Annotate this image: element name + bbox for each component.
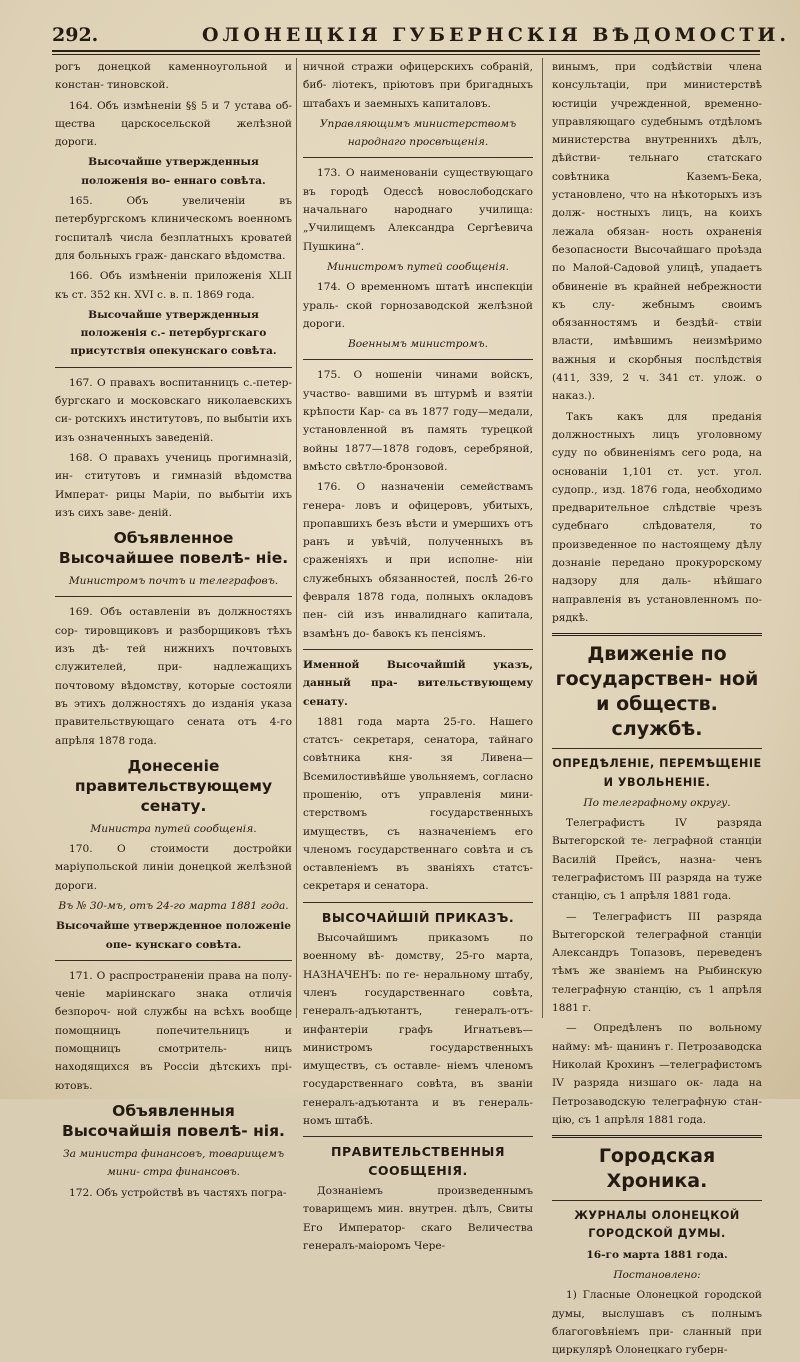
- subheading-italic: Министромъ путей сообщенія.: [326, 260, 510, 273]
- section-heading: Донесеніе правительствующему сенату.: [74, 756, 273, 815]
- paragraph: Телеграфистъ IV разряда Вытегорской те- леграфной станціи Василій Прейсъ, назна- ченъ телеграфистомъ III разряда на туже станцію, съ 1 апрѣля 1881 года.: [552, 817, 762, 903]
- paragraph-165: 165. Объ увеличеніи въ петербургскомъ клиническомъ военномъ госпиталѣ числа безплатныхъ кроватей для больныхъ граж- данскаго вѣдомства.: [55, 195, 292, 262]
- subheading-italic: Министромъ почтъ и телеграфовъ.: [68, 575, 279, 588]
- divider: [303, 157, 533, 158]
- subheading: Высочайше утвержденное положеніе опе- кунскаго совѣта.: [55, 920, 292, 951]
- column-divider-2: [542, 58, 543, 1018]
- divider: [303, 902, 533, 903]
- paragraph-173: 173. О наименованіи существующаго въ городѣ Одессѣ новослободскаго начальнаго народнаго училища: „Училищемъ Александра Сергѣевича Пушкина“.: [303, 167, 533, 253]
- paragraph: Такъ какъ для преданія должностныхъ лицъ уголовному суду по обвиненіямъ сего рода, на основаніи 1,101 ст. уст. угол. судопр., изд. 1876 года, необходимо предварительное слѣдствіе чрезъ судебнаго слѣдователя, то произведенное по настоящему дѣлу дознаніе передано прокурорскому надзору для даль- нѣйшаго направленія въ установленномъ по- рядкѣ.: [552, 410, 762, 624]
- paragraph-176: 176. О назначеніи семействамъ генера- ловъ и офицеровъ, убитыхъ, пропавшихъ безъ вѣсти и умершихъ отъ ранъ и увѣчій, полученныхъ въ сраженіяхъ и при исполне- ніи служебныхъ обязанностей, послѣ 26-го февраля 1878 года, полныхъ окладовъ пен- сій изъ инвалиднаго капитала, взамѣнъ до- бавокъ къ пенсіямъ.: [303, 481, 533, 640]
- section-rule: [552, 1135, 762, 1138]
- paragraph-175: 175. О ношеніи чинами войскъ, участво- вавшими въ штурмѣ и взятіи крѣпости Кар- са въ 1877 году—медали, установленной въ память турецкой войны 1877—1878 годовъ, серебряной, вмѣсто свѣтло-бронзовой.: [303, 369, 533, 473]
- subheading: Высочайше утвержденныя положенія с.- петербургскаго присутствія опекунскаго совѣта.: [70, 308, 277, 358]
- header-rule-thin: [52, 54, 760, 55]
- divider: [55, 960, 292, 961]
- column-1: [55, 58, 292, 1204]
- paragraph-172: 172. Объ устройствѣ въ частяхъ погра-: [69, 1186, 287, 1199]
- city-chronicle-heading: Городская Хроника.: [598, 1145, 716, 1193]
- paragraph: рогъ донецкой каменноугольной и констан- тиновской.: [55, 61, 292, 92]
- paragraph: винымъ, при содѣйствіи члена консультаціи, при министерствѣ юстиціи учрежденной, временно-управляющаго судебнымъ отдѣломъ министерства внутреннихъ дѣлъ, дѣйстви- тельнаго статскаго совѣтника Каземъ-Бека, установлено, что на нѣкоторыхъ изъ долж- ностныхъ лицъ, на коихъ лежала обязан- ность охраненія безопасности Высочайшаго проѣзда по Малой-Садовой улицѣ, упадаетъ обвиненіе въ крайней небрежности къ слу- жебнымъ своимъ обязанностямъ и бездѣй- ствіи власти, имѣвшимъ неизмѣримо важныя и скорбныя послѣдствія (411, 339, 2 ч. 341 ст. улож. о наказ.).: [552, 61, 762, 403]
- column-3: [552, 58, 762, 1362]
- page-number: 292.: [52, 24, 99, 46]
- subheading-italic: По телеграфному округу.: [583, 796, 731, 809]
- divider: [552, 748, 762, 749]
- divider: [55, 367, 292, 368]
- subheading-italic: Министра путей сообщенія.: [90, 822, 257, 835]
- ukaz-text: 1881 года марта 25-го. Нашего статсъ- секретаря, сенатора, тайнаго совѣтника кня- зя Ливена—Всемилостивѣйше увольняемъ, согласно прошенію, отъ управленія мини- стерствомъ государственныхъ имуществъ, съ назначеніемъ его членомъ государственнаго совѣта и съ оставленіемъ въ званіяхъ статсъ- секретаря и сенатора.: [303, 715, 533, 893]
- header-rule: [52, 50, 760, 52]
- divider: [552, 1200, 762, 1201]
- section-heading: Объявленное Высочайшее повелѣ- ніе.: [58, 529, 289, 568]
- government-messages-heading: ПРАВИТЕЛЬСТВЕННЫЯ СООБЩЕНІЯ.: [330, 1144, 506, 1178]
- paragraph-170: 170. О стоимости достройки маріупольской линіи донецкой желѣзной дороги.: [55, 843, 292, 892]
- journals-heading: ЖУРНАЛЫ ОЛОНЕЦКОЙ ГОРОДСКОЙ ДУМЫ.: [574, 1209, 740, 1241]
- appointments-heading: ОПРЕДѢЛЕНІЕ, ПЕРЕМѢЩЕНІЕ И УВОЛЬНЕНІЕ.: [552, 757, 762, 789]
- subheading-italic: Военнымъ министромъ.: [348, 338, 488, 351]
- paragraph: — Опредѣленъ по вольному найму: мѣ- щанинъ г. Петрозаводска Николай Крохинъ —телеграфистомъ IV разряда низшаго ок- лада на Петрозаводскую телеграфную стан- цію, съ 1 апрѣля 1881 года.: [552, 1022, 762, 1126]
- page-header: [52, 22, 791, 50]
- section-heading: Объявленныя Высочайшія повелѣ- нія.: [62, 1101, 285, 1140]
- column-2: [303, 58, 533, 1257]
- subheading-italic: Управляющимъ министерствомъ народнаго просвѣщенія.: [319, 117, 517, 149]
- paragraph-164: 164. Объ измѣненіи §§ 5 и 7 устава об- щества царскосельской желѣзной дороги.: [55, 99, 292, 149]
- paragraph-174: 174. О временномъ штатѣ инспекціи ураль- ской горнозаводской желѣзной дороги.: [303, 281, 533, 330]
- date-line: 16-го марта 1881 года.: [586, 1248, 728, 1261]
- section-rule: [552, 633, 762, 636]
- paragraph-167: 167. О правахъ воспитанницъ с.-петер- бургскаго и московскаго николаевскихъ си- ротскихъ институтовъ, по выбытіи ихъ изъ означенныхъ заведеній.: [55, 376, 292, 444]
- paragraph-166: 166. Объ измѣненіи приложенія XLII къ ст. 352 кн. XVI с. в. п. 1869 года.: [55, 270, 292, 301]
- government-messages-text: Дознаніемъ произведеннымъ товарищемъ мин. внутрен. дѣлъ, Свиты Его Император- скаго Величества генералъ-маіоромъ Чере-: [303, 1184, 533, 1252]
- column-divider-1: [296, 58, 297, 1018]
- paragraph-169: 169. Объ оставленіи въ должностяхъ сор- тировщиковъ и разборщиковъ тѣхъ изъ дѣ- тей нижнихъ почтовыхъ служителей, при- надлежащихъ почтовому вѣдомству, которые состояли въ этихъ должностяхъ до изданія указа правительствующаго сената отъ 4-го апрѣля 1878 года.: [55, 606, 292, 747]
- paragraph: ничной стражи офицерскихъ собраній, биб- ліотекъ, пріютовъ при бригадныхъ штабахъ и заемныхъ капиталовъ.: [303, 61, 533, 110]
- resolved-label: Постановлено:: [613, 1269, 701, 1282]
- divider: [303, 359, 533, 360]
- newspaper-title: ОЛОНЕЦКІЯ ГУБЕРНСКІЯ ВѢДОМОСТИ.: [202, 24, 791, 46]
- divider: [303, 1136, 533, 1137]
- section-heading-service: Движеніе по государствен- ной и обществ. службѣ.: [555, 643, 759, 741]
- prikaz-heading: ВЫСОЧАЙШІЙ ПРИКАЗЪ.: [321, 909, 515, 925]
- paragraph: — Телеграфистъ III разряда Вытегорской телеграфной станціи Александръ Топазовъ, переведенъ тѣмъ же званіемъ на Рыбинскую телеграфную станцію, съ 1 апрѣля 1881 г.: [552, 910, 762, 1015]
- paragraph-171: 171. О распространеніи права на полу- ченіе маріинскаго знака отличія безпороч- ной службы на всѣхъ вообще помощницъ попечительницъ и помощницъ смотритель- ницъ находящихся въ Россіи дѣтскихъ прі- ютовъ.: [55, 969, 292, 1092]
- prikaz-text: Высочайшимъ приказомъ по военному вѣ- домству, 25-го марта, НАЗНАЧЕНЪ: по ге- неральному штабу, членъ государственнаго совѣта, генералъ-адъютантъ, генералъ-отъ- инфантеріи графъ Игнатьевъ—министромъ государственныхъ имуществъ, съ оставле- ніемъ членомъ государственнаго совѣта, въ званіи генералъ-адъютанта и въ генераль- номъ штабѣ.: [303, 932, 533, 1128]
- paragraph: 1) Гласные Олонецкой городской думы, выслушавъ съ полнымъ благоговѣніемъ при- сланный при циркулярѣ Олонецкаго губерн-: [552, 1289, 762, 1357]
- date-line: Въ № 30-мъ, отъ 24-го марта 1881 года.: [58, 899, 289, 912]
- subheading: Высочайше утвержденныя положенія во- еннаго совѣта.: [81, 156, 266, 187]
- paragraph-168: 168. О правахъ учениць прогимназій, ин- ститутовъ и гимназій вѣдомства Императ- рицы Маріи, по выбытіи ихъ изъ сихъ заве- деній.: [55, 451, 292, 519]
- divider: [303, 649, 533, 650]
- divider: [55, 596, 292, 597]
- ukaz-title: Именной Высочайшій указъ, данный пра- вительствующему сенату.: [303, 658, 533, 708]
- subheading-italic: За министра финансовъ, товарищемъ мини- стра финансовъ.: [62, 1147, 285, 1179]
